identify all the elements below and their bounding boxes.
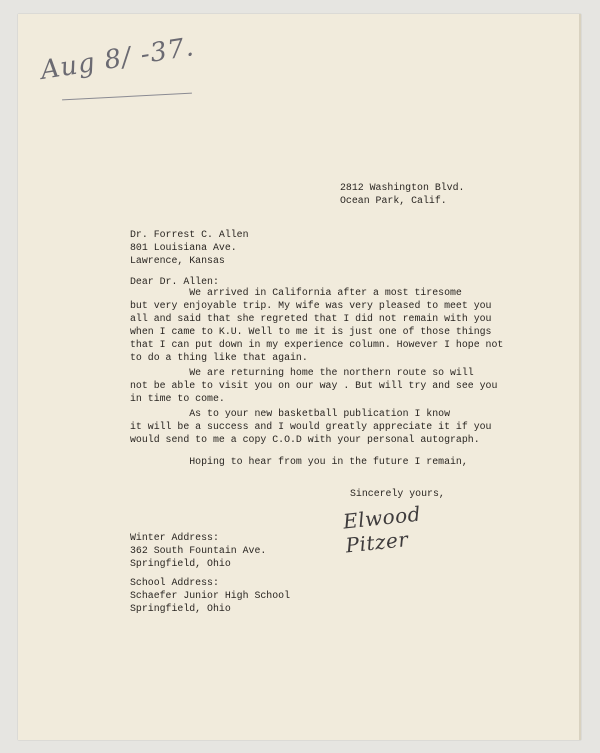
school-address-city: Springfield, Ohio — [130, 603, 231, 614]
paragraph-1 — [130, 286, 503, 364]
p3-line: it will be a success and I would greatly appreciate it if you — [130, 421, 492, 432]
salutation: Dear Dr. Allen: — [130, 276, 219, 287]
school-address-label: School Address: — [130, 577, 219, 588]
p2-line: We are returning home the northern route so will — [130, 367, 474, 378]
p1-line: that I can put down in my experience column. However I hope not — [130, 339, 504, 350]
handwritten-date: Aug 8/ -37. — [38, 32, 197, 86]
paragraph-3 — [130, 407, 491, 446]
p2-line: in time to come. — [130, 393, 225, 404]
sender-address — [340, 181, 464, 207]
closing: Sincerely yours, — [350, 488, 445, 499]
recipient-address — [130, 228, 249, 267]
p3-line: would send to me a copy C.O.D with your personal autograph. — [130, 434, 480, 445]
school-address-name: Schaefer Junior High School — [130, 590, 291, 601]
recipient-city: Lawrence, Kansas — [130, 255, 225, 266]
school-address — [130, 576, 290, 615]
paragraph-2 — [130, 366, 497, 405]
winter-address-street: 362 South Fountain Ave. — [130, 545, 267, 556]
recipient-street: 801 Louisiana Ave. — [130, 242, 237, 253]
p1-line: but very enjoyable trip. My wife was very pleased to meet you — [130, 300, 492, 311]
sender-address-line2: Ocean Park, Calif. — [340, 195, 447, 206]
winter-address-city: Springfield, Ohio — [130, 558, 231, 569]
recipient-name: Dr. Forrest C. Allen — [130, 229, 249, 240]
winter-address-label: Winter Address: — [130, 532, 219, 543]
sender-address-line1: 2812 Washington Blvd. — [340, 182, 465, 193]
winter-address — [130, 531, 266, 570]
signature-text: Elwood Pitzer — [341, 501, 422, 558]
p2-line: not be able to visit you on our way . But will try and see you — [130, 380, 498, 391]
p1-line: when I came to K.U. Well to me it is just one of those things — [130, 326, 492, 337]
p1-line: We arrived in California after a most tiresome — [130, 287, 462, 298]
p1-line: all and said that she regreted that I did not remain with you — [130, 313, 492, 324]
p3-line: As to your new basketball publication I know — [130, 408, 451, 419]
p1-line: to do a thing like that again. — [130, 352, 308, 363]
paragraph-4: Hoping to hear from you in the future I remain, — [130, 456, 468, 467]
signature — [340, 500, 490, 558]
